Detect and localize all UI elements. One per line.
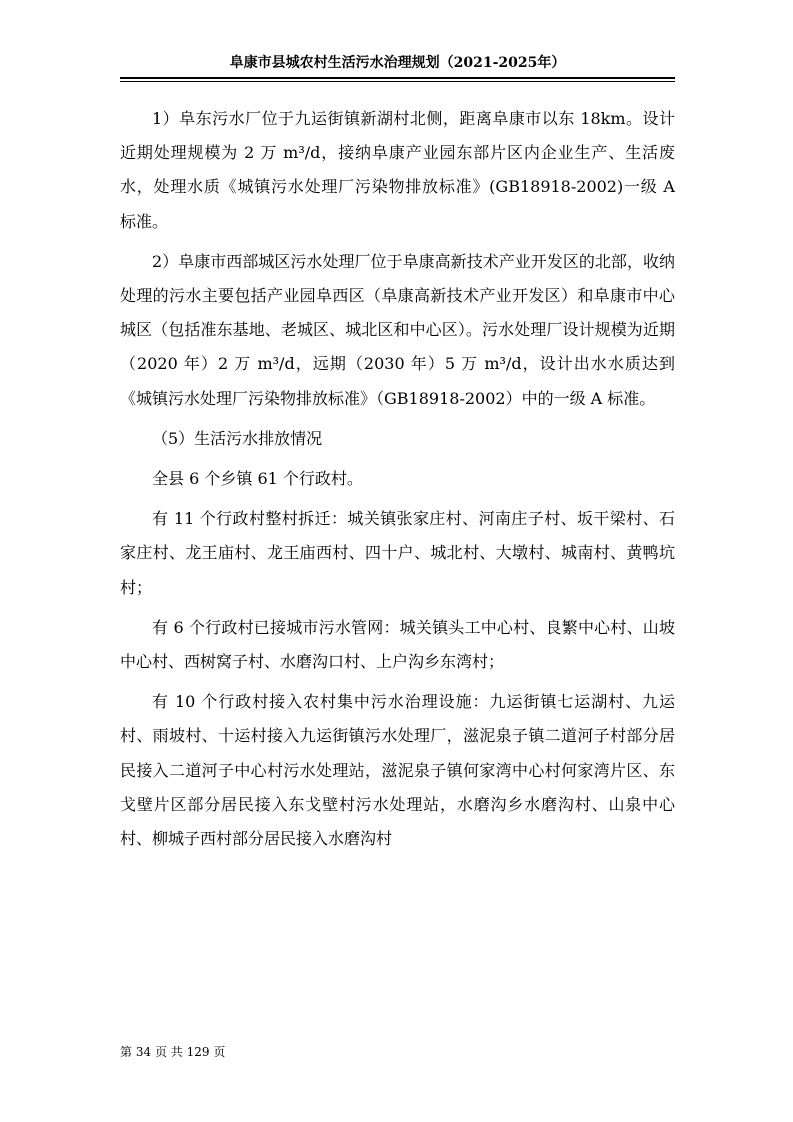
paragraph-3: 全县 6 个乡镇 61 个行政村。	[152, 469, 363, 489]
paragraph-4: 有 11 个行政村整村拆迁：城关镇张家庄村、河南庄子村、坂干梁村、石家庄村、龙王庙村、龙王庙西村、四十户、城北村、大墩村、城南村、黄鸭坑村；	[120, 509, 675, 597]
footer-suffix: 页	[213, 1045, 226, 1059]
section-heading: （5）生活污水排放情况	[152, 428, 323, 448]
footer-page-number: 34	[135, 1045, 152, 1059]
paragraph-6: 有 10 个行政村接入农村集中污水治理设施：九运街镇七运湖村、九运村、雨坡村、十运村接入九运街镇污水处理厂，滋泥泉子镇二道河子村部分居民接入二道河子中心村污水处理站，滋泥泉子镇何家湾中心村何家湾片区、东戈壁片区部分居民接入东戈壁村污水处理站，水磨沟乡水磨沟村、山泉中心村、柳城子西村部分居民接入水磨沟村	[120, 692, 675, 849]
footer-prefix: 第	[120, 1045, 133, 1059]
header-rule-thin	[120, 81, 675, 82]
body-text	[120, 102, 675, 856]
header-rule-thick	[120, 77, 675, 79]
footer-page-total: 129	[186, 1045, 210, 1059]
page-footer	[120, 1044, 225, 1060]
paragraph-1: 1）阜东污水厂位于九运街镇新湖村北侧，距离阜康市以东 18km。设计近期处理规模为 2 万 m³/d，接纳阜康产业园东部片区内企业生产、生活废水，处理水质《城镇污水处理厂污染物排放标准》(GB18918-2002)一级 A 标准。	[120, 109, 675, 231]
paragraph-2: 2）阜康市西部城区污水处理厂位于阜康高新技术产业开发区的北部，收纳处理的污水主要包括产业园阜西区（阜康高新技术产业开发区）和阜康市中心城区（包括准东基地、老城区、城北区和中心区）。污水处理厂设计规模为近期（2020 年）2 万 m³/d，远期（2030 年）5 万 m³/d，设计出水水质达到《城镇污水处理厂污染物排放标准》（GB18918-2002）中的一级 A 标准。	[120, 251, 675, 408]
paragraph-5: 有 6 个行政村已接城市污水管网：城关镇头工中心村、良繁中心村、山坡中心村、西树窝子村、水磨沟口村、上户沟乡东湾村；	[120, 617, 675, 672]
page-header-title: 阜康市县城农村生活污水治理规划（2021-2025年）	[229, 55, 566, 71]
footer-mid: 页 共	[154, 1045, 183, 1059]
